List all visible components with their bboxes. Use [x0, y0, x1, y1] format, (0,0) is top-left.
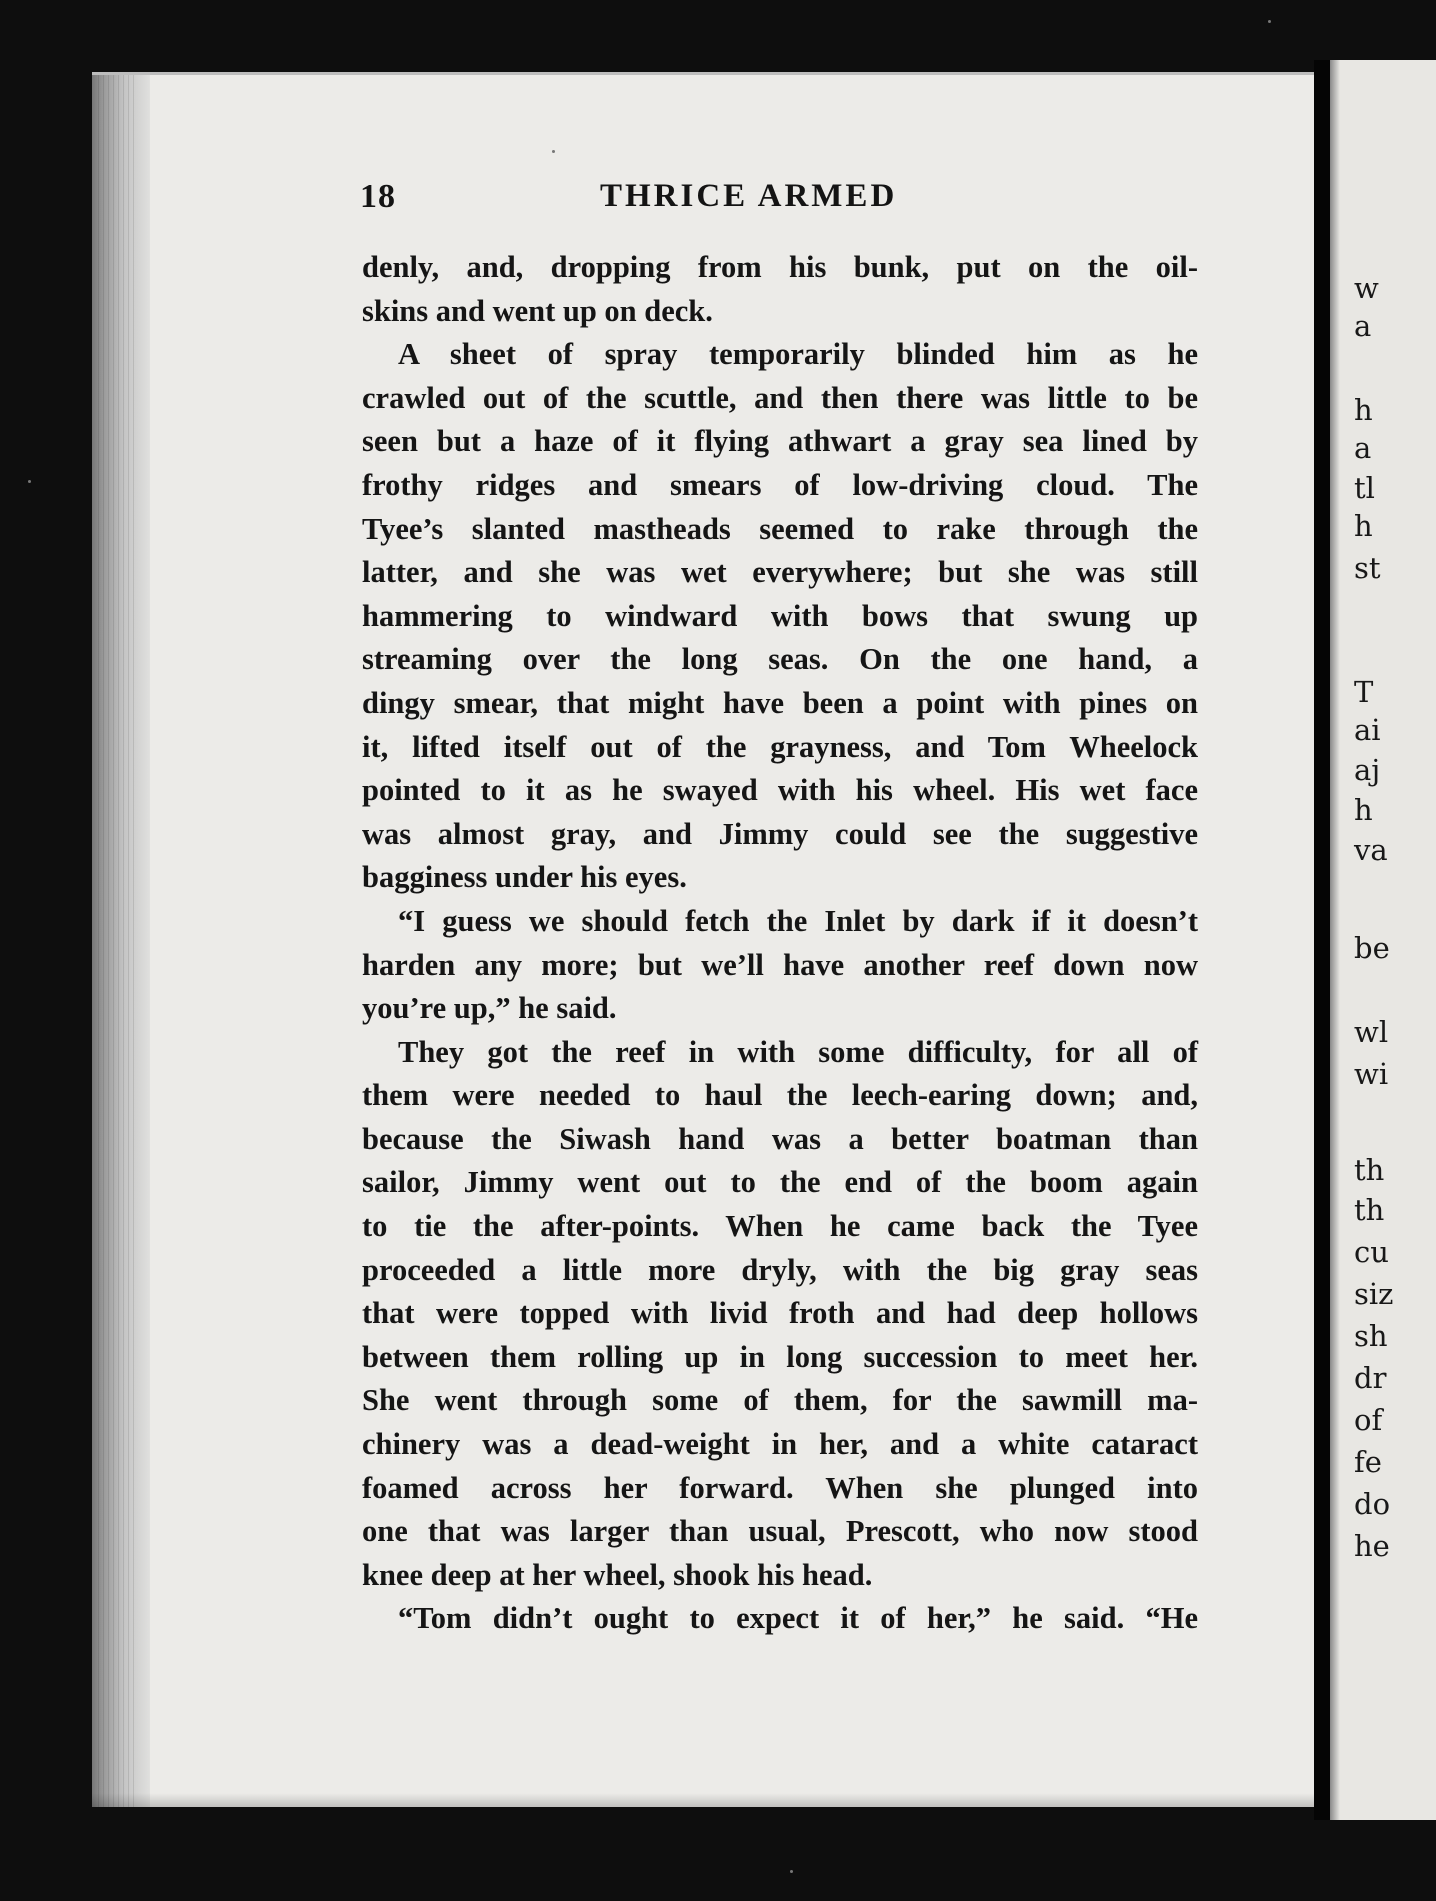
- page-header: [360, 178, 1190, 218]
- facing-page-fragment: wi: [1354, 1057, 1389, 1091]
- text-line: seen but a haze of it flying athwart a gray sea lined by: [362, 424, 1198, 459]
- text-line: skins and went up on deck.: [362, 293, 713, 328]
- facing-page-fragment: he: [1354, 1529, 1390, 1563]
- text-line: They got the reef in with some difficulty, for all of: [398, 1034, 1198, 1069]
- page-bottom-shadow: [92, 1793, 1314, 1807]
- text-line: because the Siwash hand was a better boatman than: [362, 1121, 1198, 1156]
- dust-speck: [790, 1870, 793, 1873]
- facing-page-fragment: dr: [1354, 1361, 1387, 1395]
- text-line: proceeded a little more dryly, with the big gray seas: [362, 1252, 1198, 1287]
- facing-page-fragment: st: [1354, 551, 1381, 585]
- text-line: hammering to windward with bows that swung up: [362, 598, 1198, 633]
- text-line: between them rolling up in long succession to meet her.: [362, 1339, 1198, 1374]
- text-line: one that was larger than usual, Prescott, who now stood: [362, 1514, 1198, 1549]
- text-line: A sheet of spray temporarily blinded him as he: [398, 337, 1198, 372]
- text-line: dingy smear, that might have been a point with pines on: [362, 685, 1198, 720]
- facing-page-fragment: cu: [1354, 1235, 1389, 1269]
- running-title: THRICE ARMED: [600, 178, 898, 214]
- text-line: was almost gray, and Jimmy could see the suggestive: [362, 816, 1198, 851]
- text-line: that were topped with livid froth and had deep hollows: [362, 1296, 1198, 1331]
- facing-page-fragment: th: [1354, 1193, 1385, 1227]
- facing-page-fragment: h: [1354, 509, 1373, 543]
- facing-page-fragment: be: [1354, 931, 1390, 965]
- facing-page-fragment: fe: [1354, 1445, 1382, 1479]
- facing-page-fragment: sh: [1354, 1319, 1388, 1353]
- text-line: “I guess we should fetch the Inlet by dark if it doesn’t: [398, 903, 1198, 938]
- facing-page-fragment: aj: [1354, 753, 1381, 787]
- text-line: it, lifted itself out of the grayness, and Tom Wheelock: [362, 729, 1198, 764]
- dust-speck: [552, 150, 555, 153]
- facing-page-edge: [1330, 60, 1436, 1820]
- facing-page-fragment: w: [1354, 271, 1379, 305]
- page-body-text: [362, 246, 1198, 1641]
- text-line: bagginess under his eyes.: [362, 860, 687, 895]
- dust-speck: [28, 480, 31, 483]
- text-line: to tie the after-points. When he came back the Tyee: [362, 1209, 1198, 1244]
- text-line: She went through some of them, for the sawmill ma-: [362, 1383, 1198, 1418]
- dust-speck: [1268, 20, 1271, 23]
- facing-page-fragment: wl: [1354, 1015, 1389, 1049]
- text-line: frothy ridges and smears of low-driving cloud. The: [362, 467, 1198, 502]
- text-line: streaming over the long seas. On the one hand, a: [362, 642, 1198, 677]
- text-line: denly, and, dropping from his bunk, put on the oil-: [362, 250, 1198, 284]
- facing-page-fragment: T: [1354, 675, 1374, 709]
- facing-page-fragment: a: [1354, 309, 1372, 343]
- text-line: pointed to it as he swayed with his wheel. His wet face: [362, 773, 1198, 808]
- text-line: harden any more; but we’ll have another reef down now: [362, 947, 1198, 982]
- text-line: latter, and she was wet everywhere; but she was still: [362, 555, 1198, 590]
- facing-page-gutter: [1330, 60, 1340, 1820]
- facing-page-fragment: tl: [1354, 471, 1375, 505]
- facing-page-fragment: th: [1354, 1153, 1385, 1187]
- text-line: knee deep at her wheel, shook his head.: [362, 1557, 873, 1592]
- text-line: “Tom didn’t ought to expect it of her,” he said. “He: [398, 1601, 1198, 1636]
- text-line: Tyee’s slanted mastheads seemed to rake through the: [362, 511, 1198, 546]
- text-line: foamed across her forward. When she plunged into: [362, 1470, 1198, 1505]
- facing-page-fragment: of: [1354, 1403, 1383, 1437]
- page-fold-shadow: [1314, 60, 1330, 1820]
- facing-page-fragment: siz: [1354, 1277, 1394, 1311]
- binding-texture: [98, 75, 138, 1807]
- text-line: them were needed to haul the leech-earing down; and,: [362, 1078, 1198, 1113]
- text-line: chinery was a dead-weight in her, and a white cataract: [362, 1427, 1198, 1462]
- facing-page-fragment: h: [1354, 793, 1373, 827]
- facing-page-fragment: va: [1354, 833, 1388, 867]
- facing-page-fragment: ai: [1354, 713, 1381, 747]
- text-line: you’re up,” he said.: [362, 991, 617, 1026]
- facing-page-fragment: do: [1354, 1487, 1391, 1521]
- facing-page-fragment: a: [1354, 431, 1372, 465]
- text-line: sailor, Jimmy went out to the end of the boom again: [362, 1165, 1198, 1200]
- page-number: 18: [360, 178, 396, 215]
- text-line: crawled out of the scuttle, and then there was little to be: [362, 380, 1198, 415]
- facing-page-fragment: h: [1354, 393, 1373, 427]
